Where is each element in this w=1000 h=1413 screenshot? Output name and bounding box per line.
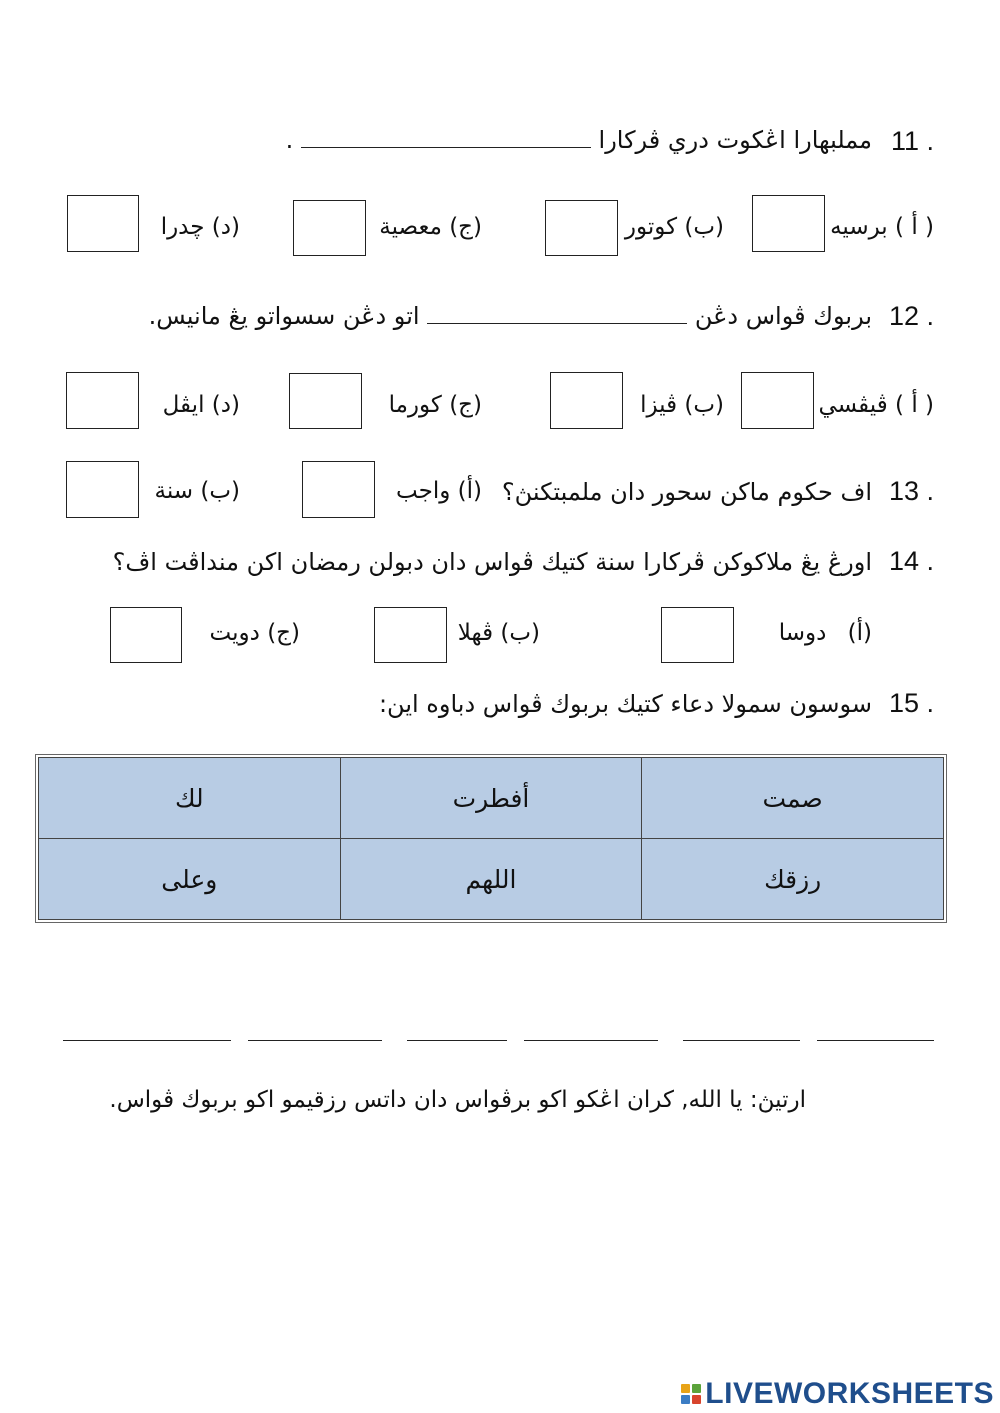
q13-answer-box-a[interactable]: [302, 461, 375, 518]
question-11-blank: [301, 146, 591, 148]
q14-answer-input-b[interactable]: [375, 608, 450, 664]
question-12-text: [149, 302, 872, 330]
logo-square: [692, 1384, 701, 1393]
q12-answer-box-c[interactable]: [289, 373, 362, 429]
q12-option-a: ( أ ) ڤيڤسي: [818, 392, 934, 418]
question-12-number: 12 .: [888, 301, 934, 331]
answer-line-1[interactable]: [817, 1040, 934, 1041]
liveworksheets-logo: [681, 1378, 994, 1410]
q14-answer-input-c[interactable]: [111, 608, 185, 664]
q14-option-c: (ج) دويت: [209, 620, 300, 646]
q14-answer-box-c[interactable]: [110, 607, 182, 663]
q11-option-b: (ب) كوتور: [624, 214, 724, 240]
q11-answer-box-c[interactable]: [293, 200, 366, 256]
q13-option-b: (ب) سنة: [154, 478, 240, 504]
q11-option-d: (د) چدرا: [160, 214, 240, 240]
logo-square: [692, 1395, 701, 1404]
q11-answer-input-b[interactable]: [546, 201, 621, 257]
q14-answer-box-b[interactable]: [374, 607, 447, 663]
word-table-row: [39, 758, 944, 839]
q11-option-a: ( أ ) برسيه: [830, 214, 934, 240]
q12-answer-input-c[interactable]: [290, 374, 365, 430]
question-12-prompt: بربوك ڤواس دڠن: [694, 302, 872, 330]
q12-answer-box-a[interactable]: [741, 372, 814, 429]
q11-answer-box-a[interactable]: [752, 195, 825, 252]
question-14-text: اورڠ يڠ ملاكوكن ڤركارا سنة كتيك ڤواس دان دبولن رمضان اكن منداڤت اڤ؟: [112, 548, 872, 576]
question-15-text: سوسون سمولا دعاء كتيك بربوك ڤواس دباوه اين:: [378, 690, 872, 718]
question-11-prompt: مملبهارا اڠكوت دري ڤركارا: [598, 126, 872, 154]
q11-option-c: (ج) معصية: [379, 214, 482, 240]
q12-option-d: (د) ايڤل: [162, 392, 240, 418]
question-12-blank: [427, 322, 687, 324]
q13-answer-input-a[interactable]: [303, 462, 378, 519]
q11-answer-box-d[interactable]: [67, 195, 139, 252]
q14-option-b: (ب) ڤهلا: [457, 620, 540, 646]
q12-answer-box-b[interactable]: [550, 372, 623, 429]
q13-answer-input-b[interactable]: [67, 462, 142, 519]
word-cell: رزقك: [642, 839, 944, 920]
word-table-row: [39, 839, 944, 920]
word-cell: اللهم: [340, 839, 642, 920]
q12-answer-box-d[interactable]: [66, 372, 139, 429]
q14-option-a: (أ) دوسا: [778, 620, 872, 646]
word-cell: لك: [39, 758, 341, 839]
meaning-text: ارتيڽ: يا الله, كران اڠكو اكو برڤواس دان داتس رزقيمو اكو بربوك ڤواس.: [109, 1087, 806, 1113]
q14-answer-input-a[interactable]: [662, 608, 737, 664]
question-11-number: 11 .: [890, 126, 934, 156]
answer-line-5[interactable]: [248, 1040, 382, 1041]
answer-line-3[interactable]: [524, 1040, 658, 1041]
word-cell: وعلى: [39, 839, 341, 920]
q12-option-c: (ج) كورما: [388, 392, 482, 418]
word-cell: صمت: [642, 758, 944, 839]
word-table: [38, 757, 944, 920]
question-11-end: .: [285, 126, 294, 154]
q12-answer-input-b[interactable]: [551, 373, 626, 430]
q13-option-a: (أ) واجب: [396, 478, 482, 504]
logo-square: [681, 1395, 690, 1404]
question-13-text: اف حكوم ماكن سحور دان ملمبتكنڽ؟: [501, 478, 872, 506]
word-cell: أفطرت: [340, 758, 642, 839]
q11-answer-box-b[interactable]: [545, 200, 618, 256]
answer-line-6[interactable]: [63, 1040, 231, 1041]
q13-answer-box-b[interactable]: [66, 461, 139, 518]
answer-line-2[interactable]: [683, 1040, 800, 1041]
q11-answer-input-a[interactable]: [753, 196, 828, 253]
q12-option-b: (ب) ڤيزا: [640, 392, 724, 418]
q11-answer-input-c[interactable]: [294, 201, 369, 257]
q14-answer-box-a[interactable]: [661, 607, 734, 663]
question-15-number: 15 .: [888, 688, 934, 718]
brand-name: LIVEWORKSHEETS: [705, 1377, 994, 1410]
logo-grid-icon: [681, 1384, 701, 1404]
question-14-number: 14 .: [888, 546, 934, 576]
answer-line-4[interactable]: [407, 1040, 507, 1041]
question-13-number: 13 .: [888, 476, 934, 506]
question-11-text: [286, 126, 872, 154]
logo-square: [681, 1384, 690, 1393]
q12-answer-input-d[interactable]: [67, 373, 142, 430]
q11-answer-input-d[interactable]: [68, 196, 142, 253]
q12-answer-input-a[interactable]: [742, 373, 817, 430]
question-12-prompt-end: اتو دڠن سسواتو يڠ مانيس.: [148, 302, 420, 330]
